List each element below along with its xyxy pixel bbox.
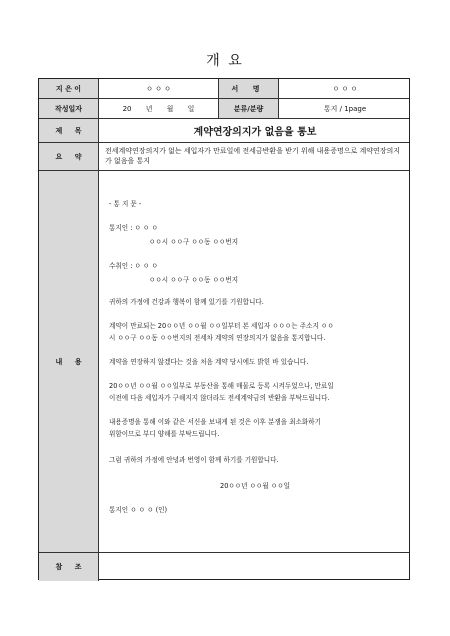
sign-label: 서 명 (219, 79, 279, 98)
paragraph-4b: 이전에 다음 세입자가 구해지지 않더라도 전세계약금의 반환을 부탁드립니다. (109, 394, 330, 402)
row-date (39, 99, 409, 119)
sender-address: ㅇㅇ시 ㅇㅇ구 ㅇㅇ동 ㅇㅇ번지 (149, 238, 239, 246)
paragraph-6: 그럼 귀하의 가정에 안녕과 번영이 함께 하기를 기원합니다. (109, 456, 279, 464)
row-content (39, 171, 409, 553)
reference-value (99, 553, 411, 581)
row-notifier (39, 79, 409, 99)
class-value: 통지 / 1page (323, 104, 367, 113)
row-subject (39, 119, 409, 143)
subject-label: 제 목 (39, 119, 99, 142)
paragraph-4a: 20ㅇㅇ년 ㅇㅇ월 ㅇㅇ일부로 부동산을 통해 매물로 등록 시켜두었으나, 만료일 (109, 382, 334, 390)
paragraph-5a: 내용증명을 통해 이와 같은 서신을 보내게 된 것은 이후 분쟁을 최소화하기 (109, 418, 322, 426)
date-value: 20 년 월 일 (99, 99, 219, 118)
notice-date: 20ㅇㅇ년 ㅇㅇ월 ㅇㅇ일 (220, 482, 290, 490)
document-title: 개 요 (206, 53, 244, 69)
row-reference (39, 553, 409, 581)
subject-value: 계약연장의지가 없음을 통보 (193, 127, 317, 138)
row-summary (39, 143, 409, 171)
paragraph-1: 귀하의 가정에 건강과 행복이 함께 있기를 기원합니다. (109, 298, 264, 306)
paragraph-2a: 계약이 만료되는 20ㅇㅇ년 ㅇㅇ월 ㅇㅇ일부터 본 세입자 ㅇㅇㅇ는 주소지 ㅇㅇ (109, 322, 334, 330)
summary-value: 전세계약연장의지가 없는 세입자가 만료일에 전세금반환을 받기 위해 내용증명으로 계약연장의지가 없음을 통지 (105, 147, 401, 165)
notifier-value: ㅇ ㅇ ㅇ (99, 79, 219, 98)
date-label: 작성일자 (39, 99, 99, 118)
paragraph-5b: 위함이므로 부디 양해를 부탁드립니다. (109, 430, 220, 438)
class-label: 분류/분량 (219, 99, 279, 118)
summary-form (38, 78, 410, 580)
paragraph-2b: 시 ㅇㅇ구 ㅇㅇ동 ㅇㅇ번지의 전세차 계약의 연장의지가 없음을 통지합니다. (109, 334, 326, 342)
content-label: 내 용 (39, 171, 99, 552)
receiver-address: ㅇㅇ시 ㅇㅇ구 ㅇㅇ동 ㅇㅇ번지 (149, 276, 239, 284)
notifier-label: 지 은 이 (39, 79, 99, 98)
content-body (99, 171, 409, 552)
sender-line: 통지인 : ㅇ ㅇ ㅇ (109, 224, 158, 232)
summary-label: 요 약 (39, 143, 99, 170)
notice-sign: 통지인 ㅇ ㅇ ㅇ (인) (109, 506, 168, 514)
reference-label: 참 조 (39, 553, 99, 581)
notice-heading: - 통 지 문 - (109, 200, 142, 208)
sign-value: ㅇ ㅇ ㅇ (332, 84, 358, 93)
paragraph-3: 계약을 연장하지 않겠다는 것을 처음 계약 당시에도 밝힌 바 있습니다. (109, 358, 309, 366)
receiver-line: 수취인 : ㅇ ㅇ ㅇ (109, 262, 158, 270)
